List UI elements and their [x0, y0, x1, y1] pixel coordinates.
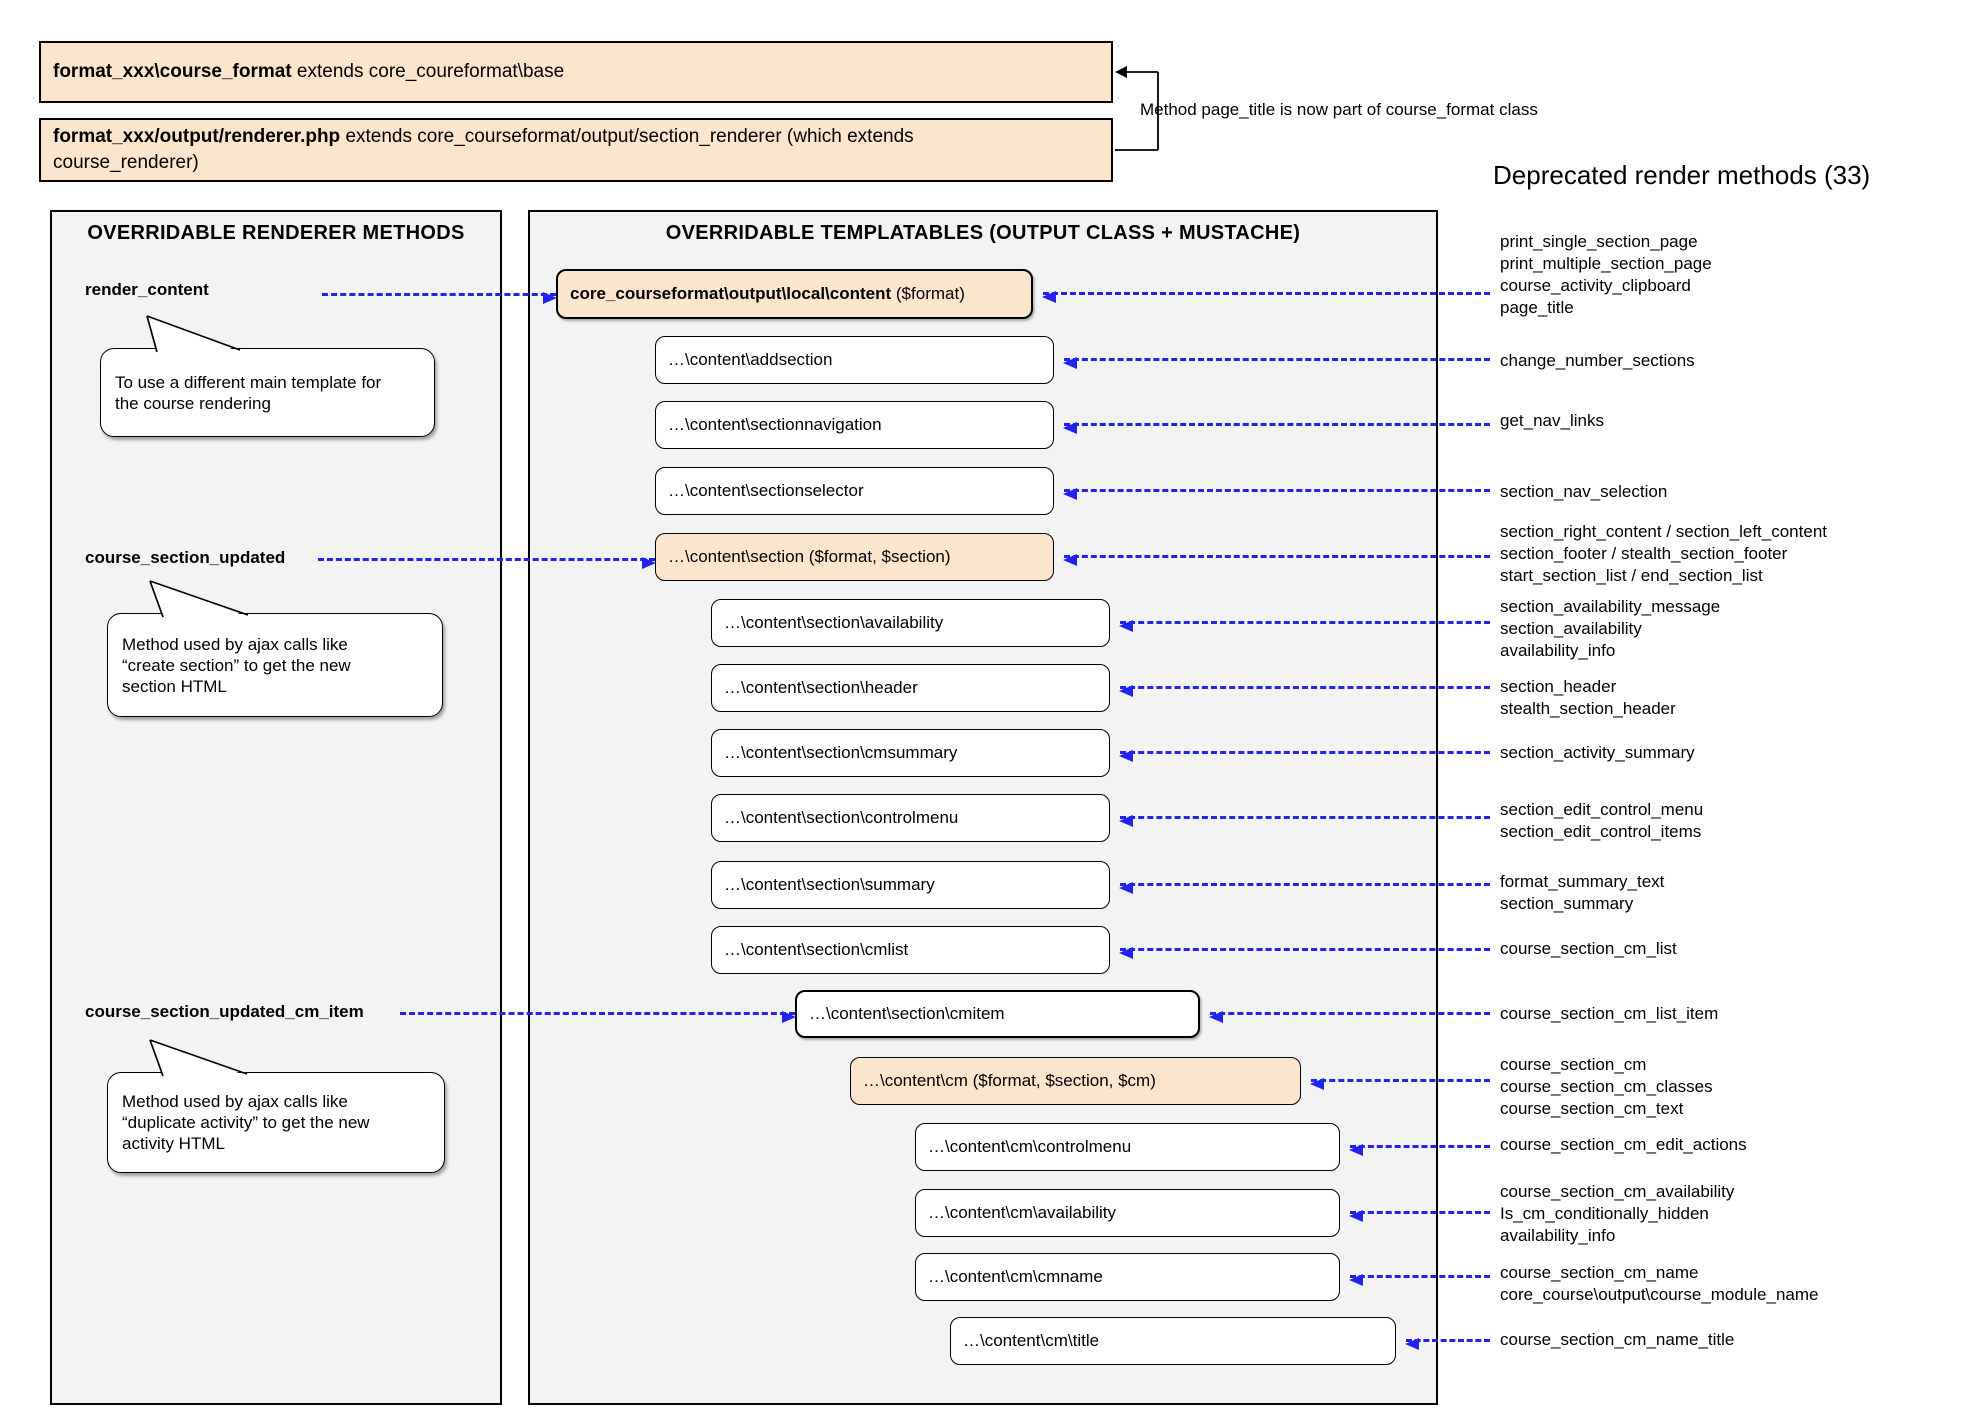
template-box-cm-title: …\content\cm\title — [950, 1317, 1396, 1365]
deprecated-method: section_edit_control_items — [1500, 822, 1702, 841]
arrow-deprecated-to-section-cmsummary — [1120, 751, 1490, 754]
arrow-deprecated-to-addsection — [1064, 358, 1490, 361]
callout-line: activity HTML — [122, 1134, 225, 1153]
callout-line: section HTML — [122, 676, 227, 696]
method-label-render-content: render_content — [85, 280, 209, 299]
deprecated-method: section_nav_selection — [1500, 482, 1668, 501]
deprecated-method: availability_info — [1500, 1226, 1616, 1245]
template-box-sectionselector: …\content\sectionselector — [655, 467, 1054, 515]
deprecated-group-cm-controlmenu — [1500, 1134, 1747, 1156]
template-box-addsection: …\content\addsection — [655, 336, 1054, 384]
class-name: format_xxx\course_format — [53, 61, 292, 82]
bracket-arrowhead-icon — [1115, 66, 1127, 78]
deprecated-group-addsection — [1500, 350, 1695, 372]
deprecated-method: course_section_cm_list — [1500, 939, 1677, 958]
deprecated-method: format_summary_text — [1500, 872, 1665, 891]
deprecated-group-section-cmlist — [1500, 938, 1677, 960]
deprecated-method: print_multiple_section_page — [1500, 254, 1712, 273]
deprecated-group-cm-title — [1500, 1329, 1734, 1351]
arrow-deprecated-to-cm-cmname — [1350, 1275, 1490, 1278]
renderer-extends-rest: extends core_courseformat/output/section_renderer (which extends course_renderer) — [53, 126, 914, 173]
arrow-deprecated-to-cm-controlmenu — [1350, 1145, 1490, 1148]
template-box-sectionnavigation: …\content\sectionnavigation — [655, 401, 1054, 449]
template-box-cm: …\content\cm ($format, $section, $cm) — [850, 1057, 1301, 1105]
deprecated-method: course_section_cm_text — [1500, 1099, 1684, 1118]
class-extends-text — [53, 61, 564, 83]
deprecated-method: course_section_cm_list_item — [1500, 1004, 1719, 1023]
arrow-deprecated-to-cm — [1311, 1079, 1490, 1082]
callout-line: “create section” to get the new — [122, 655, 351, 675]
template-box-content-label — [570, 284, 965, 304]
callout-line: Method used by ajax calls like — [122, 634, 348, 654]
callout-course-section-updated — [107, 613, 443, 717]
callout-tail-icon — [133, 312, 253, 354]
deprecated-method: section_right_content / section_left_content — [1500, 522, 1827, 541]
deprecated-method: course_section_cm_classes — [1500, 1077, 1713, 1096]
deprecated-method: course_section_cm_availability — [1500, 1182, 1735, 1201]
deprecated-method: section_footer / stealth_section_footer — [1500, 544, 1788, 563]
template-box-content-class: core_courseformat\output\local\content — [570, 284, 892, 303]
callout-course-section-updated-cm-item — [107, 1072, 445, 1173]
arrow-deprecated-to-cm-title — [1406, 1339, 1490, 1342]
deprecated-method: Is_cm_conditionally_hidden — [1500, 1204, 1709, 1223]
deprecated-method: section_summary — [1500, 894, 1634, 913]
template-box-cm-availability: …\content\cm\availability — [915, 1189, 1340, 1237]
deprecated-method: change_number_sections — [1500, 351, 1695, 370]
callout-line: “duplicate activity” to get the new — [122, 1113, 370, 1132]
template-box-section-cmitem: …\content\section\cmitem — [795, 990, 1200, 1038]
class-extends-rest: extends core_coureformat\base — [291, 61, 565, 82]
bracket-note: Method page_title is now part of course_format class — [1140, 100, 1538, 119]
arrow-deprecated-to-section-cmlist — [1120, 948, 1490, 951]
deprecated-group-sectionselector — [1500, 481, 1667, 503]
deprecated-method: course_section_cm_edit_actions — [1500, 1135, 1747, 1154]
callout-render-content — [100, 348, 435, 437]
deprecated-method: stealth_section_header — [1500, 699, 1676, 718]
deprecated-group-sectionnavigation — [1500, 410, 1604, 432]
arrow-course-section-updated-to-section — [318, 558, 655, 561]
arrow-deprecated-to-sectionnavigation — [1064, 423, 1490, 426]
deprecated-method: page_title — [1500, 298, 1574, 317]
deprecated-method: section_availability_message — [1500, 597, 1721, 616]
callout-line: To use a different main template for — [115, 372, 382, 392]
arrow-deprecated-to-cm-availability — [1350, 1211, 1490, 1214]
arrow-deprecated-to-section — [1064, 555, 1490, 558]
class-extends-box — [39, 41, 1113, 103]
deprecated-method: availability_info — [1500, 641, 1616, 660]
arrow-deprecated-to-section-summary — [1120, 883, 1490, 886]
deprecated-method: course_activity_clipboard — [1500, 276, 1691, 295]
deprecated-title: Deprecated render methods (33) — [1493, 160, 1871, 190]
arrow-deprecated-to-section-availability — [1120, 621, 1490, 624]
template-box-section: …\content\section ($format, $section) — [655, 533, 1054, 581]
arrow-deprecated-to-section-cmitem — [1210, 1012, 1490, 1015]
deprecated-method: start_section_list / end_section_list — [1500, 566, 1763, 585]
renderer-extends-text — [53, 124, 925, 176]
method-label-course-section-updated: course_section_updated — [85, 548, 286, 567]
deprecated-method: get_nav_links — [1500, 411, 1604, 430]
deprecated-method: section_availability — [1500, 619, 1642, 638]
renderer-panel-title: OVERRIDABLE RENDERER METHODS — [87, 222, 465, 244]
deprecated-method: section_edit_control_menu — [1500, 800, 1704, 819]
deprecated-group-section-cmsummary — [1500, 742, 1695, 764]
deprecated-method: course_section_cm_name — [1500, 1263, 1699, 1282]
deprecated-method: section_activity_summary — [1500, 743, 1695, 762]
deprecated-group-content — [1500, 231, 1712, 319]
deprecated-group-section-controlmenu — [1500, 799, 1703, 843]
arrow-deprecated-to-section-controlmenu — [1120, 816, 1490, 819]
deprecated-group-section-cmitem — [1500, 1003, 1718, 1025]
template-box-section-header: …\content\section\header — [711, 664, 1110, 712]
template-box-cm-cmname: …\content\cm\cmname — [915, 1253, 1340, 1301]
template-box-section-controlmenu: …\content\section\controlmenu — [711, 794, 1110, 842]
template-box-content — [556, 269, 1033, 319]
callout-tail-icon — [136, 1036, 256, 1078]
templatables-panel-title: OVERRIDABLE TEMPLATABLES (OUTPUT CLASS + MUSTACHE) — [665, 222, 1301, 244]
callout-tail-icon — [136, 577, 256, 619]
arrow-deprecated-to-section-header — [1120, 686, 1490, 689]
template-box-section-cmsummary: …\content\section\cmsummary — [711, 729, 1110, 777]
template-box-section-availability: …\content\section\availability — [711, 599, 1110, 647]
deprecated-group-section-header — [1500, 676, 1676, 720]
deprecated-method: core_course\output\course_module_name — [1500, 1285, 1819, 1304]
template-box-content-args: ($format) — [891, 284, 965, 303]
template-box-section-cmlist: …\content\section\cmlist — [711, 926, 1110, 974]
deprecated-group-cm-cmname — [1500, 1262, 1818, 1306]
template-box-section-summary: …\content\section\summary — [711, 861, 1110, 909]
deprecated-method: print_single_section_page — [1500, 232, 1698, 251]
deprecated-group-section-availability — [1500, 596, 1720, 662]
deprecated-group-cm-availability — [1500, 1181, 1734, 1247]
renderer-extends-box — [39, 118, 1113, 182]
deprecated-method: course_section_cm_name_title — [1500, 1330, 1735, 1349]
callout-line: Method used by ajax calls like — [122, 1092, 348, 1111]
renderer-file-name: format_xxx/output/renderer.php — [53, 126, 341, 147]
deprecated-group-section-summary — [1500, 871, 1664, 915]
deprecated-group-cm — [1500, 1054, 1713, 1120]
arrow-cm-item-to-cmitem — [400, 1012, 795, 1015]
template-box-cm-controlmenu: …\content\cm\controlmenu — [915, 1123, 1340, 1171]
arrow-deprecated-to-content — [1043, 292, 1490, 295]
method-label-course-section-updated-cm-item: course_section_updated_cm_item — [85, 1002, 364, 1021]
callout-line: the course rendering — [115, 393, 271, 413]
arrow-render-content-to-content — [322, 293, 556, 296]
deprecated-method: section_header — [1500, 677, 1617, 696]
deprecated-method: course_section_cm — [1500, 1055, 1647, 1074]
arrow-deprecated-to-sectionselector — [1064, 489, 1490, 492]
deprecated-group-section — [1500, 521, 1827, 587]
